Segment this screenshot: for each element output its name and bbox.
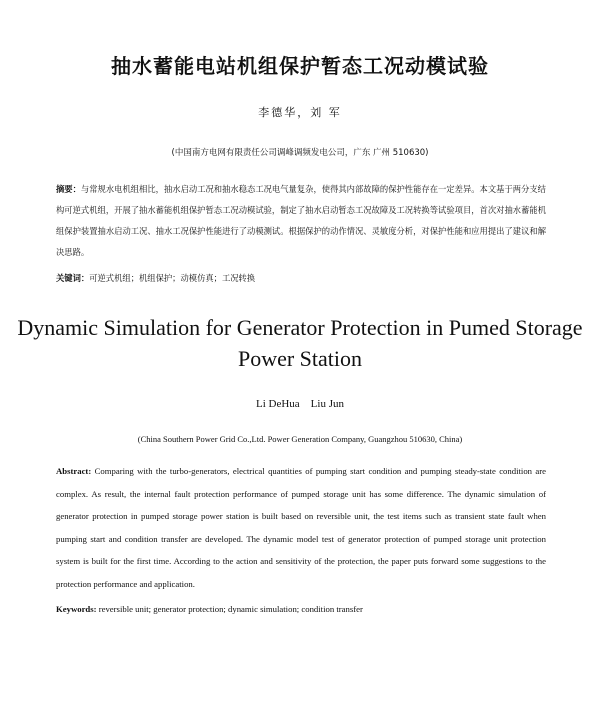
chinese-title: 抽水蓄能电站机组保护暂态工况动模试验 xyxy=(111,54,489,78)
english-affiliation: (China Southern Power Grid Co.,Ltd. Power Generation Company, Guangzhou 510630, China) xyxy=(137,434,463,444)
english-keywords-label: Keywords: xyxy=(56,604,97,614)
chinese-authors: 李德华，刘 军 xyxy=(258,106,342,119)
english-keywords-text: reversible unit; generator protection; dynamic simulation; condition transfer xyxy=(98,604,363,614)
chinese-keywords-label: 关键词： xyxy=(56,273,90,283)
chinese-affiliation: (中国南方电网有限责任公司调峰调频发电公司，广东 广州 510630) xyxy=(171,148,429,158)
english-keywords xyxy=(56,604,546,614)
chinese-abstract-text: 与常规水电机组相比，抽水启动工况和抽水稳态工况电气量复杂，使得其内部故障的保护性能存在一定差异。本文基于两分支结构可逆式机组，开展了抽水蓄能机组保护暂态工况动模试验，制定了抽水启动暂态工况故障及工况转换等试验项目，首次对抽水蓄能机组保护装置抽水启动工况、抽水工况保护性能进行了动模测试。根据保护的动作情况、灵敏度分析，对保护性能和应用提出了建议和解决思路。 xyxy=(56,184,546,257)
english-authors: Li DeHua Liu Jun xyxy=(256,398,344,410)
english-abstract-label: Abstract: xyxy=(56,466,92,476)
english-abstract-text: Comparing with the turbo-generators, electrical quantities of pumping start condition and pumping steady-state condition are complex. As result, the internal fault protection performance of pumped storage unit has some difference. The dynamic simulation of generator protection in pumped storage power station is built based on reversible unit, the test items such as transient state fault when pumping start and condition transfer are developed. The dynamic model test of generator protection of pumped storage unit protection system is built for the first time. According to the action and sensitivity of the protection, the paper puts forward some suggestions to the protection performance and application. xyxy=(56,466,547,589)
english-title: Dynamic Simulation for Generator Protection in Pumed Storage Power Station xyxy=(17,315,583,371)
chinese-keywords xyxy=(56,272,546,284)
english-abstract xyxy=(56,460,546,596)
chinese-keywords-text: 可逆式机组；机组保护；动模仿真；工况转换 xyxy=(89,273,256,283)
chinese-abstract-label: 摘要： xyxy=(56,184,81,194)
chinese-abstract xyxy=(56,179,546,263)
